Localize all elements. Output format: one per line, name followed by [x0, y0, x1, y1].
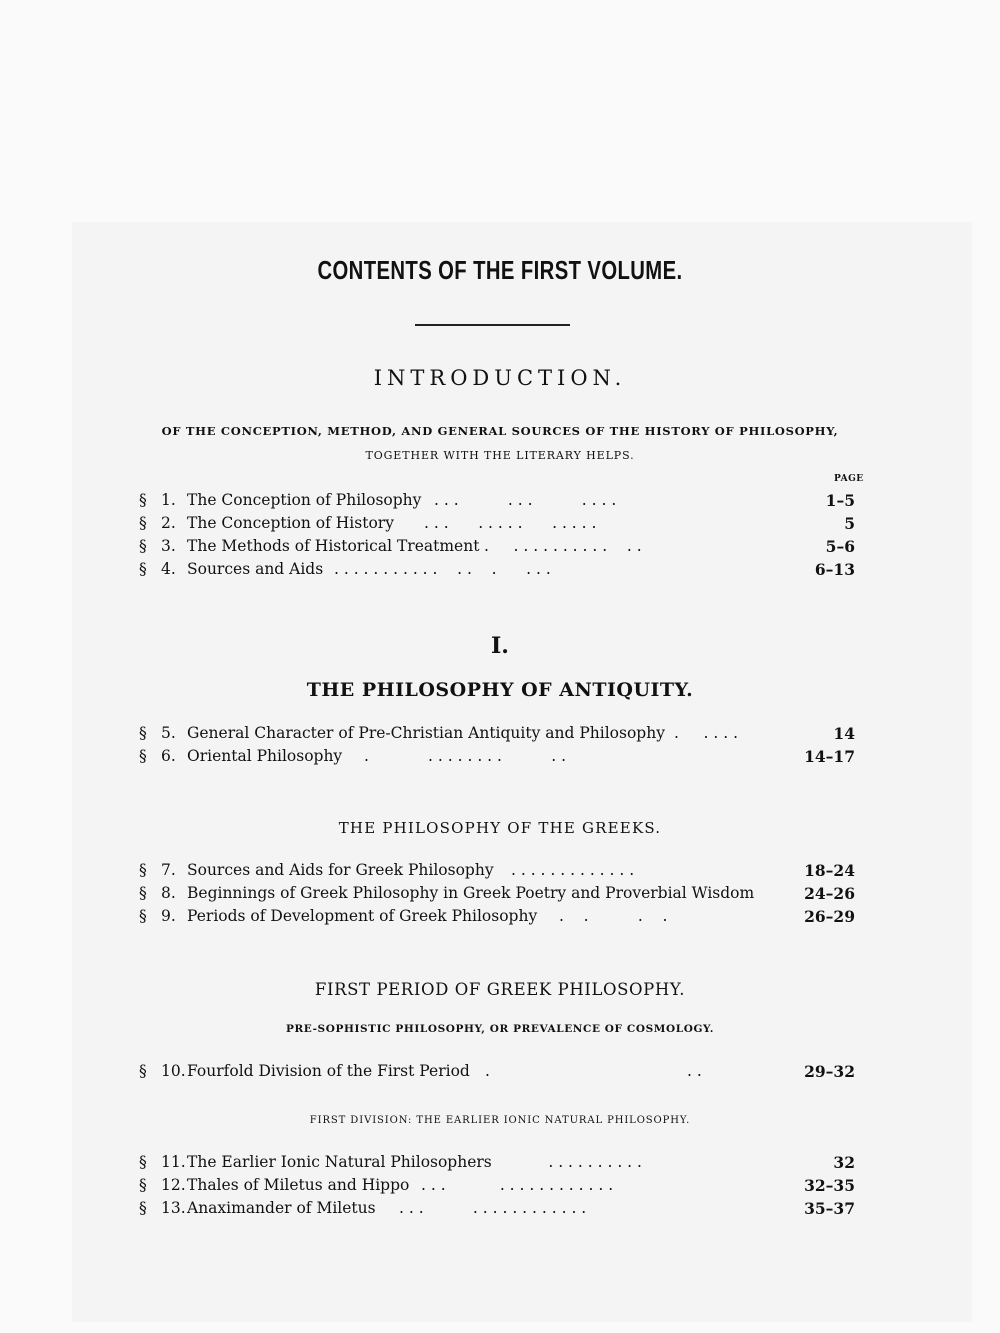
toc-entry[interactable]: [139, 491, 859, 513]
entry-label: The Conception of History: [187, 514, 394, 532]
greeks-heading: THE PHILOSOPHY OF THE GREEKS.: [338, 819, 662, 837]
entry-pages: 26–29: [804, 907, 855, 926]
section-sign: §: [139, 560, 147, 578]
toc-entry[interactable]: [139, 861, 859, 883]
section-sign: §: [139, 861, 147, 879]
toc-entry[interactable]: [139, 907, 859, 929]
entry-number: 6.: [161, 747, 176, 765]
entry-number: 8.: [161, 884, 176, 902]
introduction-subtitle-line1: OF THE CONCEPTION, METHOD, AND GENERAL SOURCES OF THE HISTORY OF PHILOSOPHY,: [161, 424, 839, 438]
section-sign: §: [139, 724, 147, 742]
entry-number: 3.: [161, 537, 176, 555]
dot-leader: . . . . . . . . . . . . .: [484, 537, 642, 555]
dot-leader: . . . . . . . . . . . . . . . . .: [334, 560, 551, 578]
entry-number: 10.: [161, 1062, 186, 1080]
introduction-subtitle-line2: TOGETHER WITH THE LITERARY HELPS.: [365, 449, 635, 462]
page-title: CONTENTS OF THE FIRST VOLUME.: [317, 255, 683, 285]
dot-leader: . . .: [485, 1062, 702, 1080]
entry-label: Sources and Aids: [187, 560, 324, 578]
section-sign: §: [139, 1176, 147, 1194]
toc-entry[interactable]: [139, 884, 859, 906]
section-sign: §: [139, 537, 147, 555]
section-sign: §: [139, 514, 147, 532]
dot-leader: . . . . . . . . . .: [434, 491, 617, 509]
section-sign: §: [139, 1062, 147, 1080]
entry-label: Periods of Development of Greek Philosophy: [187, 907, 538, 925]
toc-entry[interactable]: [139, 747, 859, 769]
entry-label: The Earlier Ionic Natural Philosophers: [187, 1153, 492, 1171]
dot-leader: . . . . . . . . . .: [504, 1153, 642, 1171]
section-sign: §: [139, 747, 147, 765]
entry-pages: 14: [833, 724, 855, 743]
entry-label: Anaximander of Miletus: [187, 1199, 376, 1217]
dot-leader: . . . . . . . . . . . . . . .: [399, 1199, 587, 1217]
entry-pages: 35–37: [804, 1199, 855, 1218]
title-rule: [415, 324, 570, 326]
section-sign: §: [139, 1153, 147, 1171]
entry-number: 7.: [161, 861, 176, 879]
entry-number: 1.: [161, 491, 176, 509]
entry-pages: 24–26: [804, 884, 855, 903]
entry-label: General Character of Pre-Christian Antiquity and Philosophy: [187, 724, 665, 742]
entry-label: Fourfold Division of the First Period: [187, 1062, 470, 1080]
page-column-label: PAGE: [834, 474, 864, 484]
entry-label: Thales of Miletus and Hippo: [187, 1176, 410, 1194]
dot-leader: . . . . . . . . . . . . .: [424, 514, 597, 532]
entry-label: The Methods of Historical Treatment: [187, 537, 480, 555]
dot-leader: . . . . .: [674, 724, 739, 742]
section-sign: §: [139, 491, 147, 509]
toc-entry[interactable]: [139, 1176, 859, 1198]
entry-label: Oriental Philosophy: [187, 747, 343, 765]
section-sign: §: [139, 1199, 147, 1217]
entry-label: Sources and Aids for Greek Philosophy: [187, 861, 494, 879]
toc-entry[interactable]: [139, 1199, 859, 1221]
section-sign: §: [139, 884, 147, 902]
entry-pages: 18–24: [804, 861, 855, 880]
toc-entry[interactable]: [139, 537, 859, 559]
dot-leader: . . . .: [559, 907, 668, 925]
toc-entry[interactable]: [139, 560, 859, 582]
entry-pages: 32: [833, 1153, 855, 1172]
entry-label: The Conception of Philosophy: [187, 491, 422, 509]
section-sign: §: [139, 907, 147, 925]
entry-pages: 14–17: [804, 747, 855, 766]
entry-pages: 6–13: [814, 560, 855, 579]
toc-entry[interactable]: [139, 1062, 859, 1084]
entry-number: 4.: [161, 560, 176, 578]
toc-entry[interactable]: [139, 514, 859, 536]
part-title: THE PHILOSOPHY OF ANTIQUITY.: [306, 679, 694, 701]
toc-entry[interactable]: [139, 1153, 859, 1175]
entry-pages: 5: [844, 514, 855, 533]
first-period-subtitle: PRE-SOPHISTIC PHILOSOPHY, OR PREVALENCE OF COSMOLOGY.: [285, 1023, 715, 1035]
part-numeral: I.: [491, 633, 509, 659]
first-period-heading: FIRST PERIOD OF GREEK PHILOSOPHY.: [314, 980, 686, 999]
entry-label: Beginnings of Greek Philosophy in Greek Poetry and Proverbial Wisdom: [187, 884, 755, 902]
entry-number: 9.: [161, 907, 176, 925]
entry-number: 11.: [161, 1153, 186, 1171]
toc-entry[interactable]: [139, 724, 859, 746]
entry-number: 2.: [161, 514, 176, 532]
first-division-heading: FIRST DIVISION: THE EARLIER IONIC NATURAL PHILOSOPHY.: [309, 1115, 691, 1126]
entry-pages: 1–5: [825, 491, 855, 510]
dot-leader: . . . . . . . . . . .: [364, 747, 567, 765]
dot-leader: . . . . . . . . . . . . . . .: [421, 1176, 614, 1194]
entry-pages: 32–35: [804, 1176, 855, 1195]
introduction-heading: INTRODUCTION.: [373, 366, 627, 390]
entry-number: 12.: [161, 1176, 186, 1194]
entry-number: 5.: [161, 724, 176, 742]
entry-pages: 5–6: [825, 537, 855, 556]
entry-pages: 29–32: [804, 1062, 855, 1081]
dot-leader: . . . . . . . . . . . . .: [511, 861, 635, 879]
entry-number: 13.: [161, 1199, 186, 1217]
